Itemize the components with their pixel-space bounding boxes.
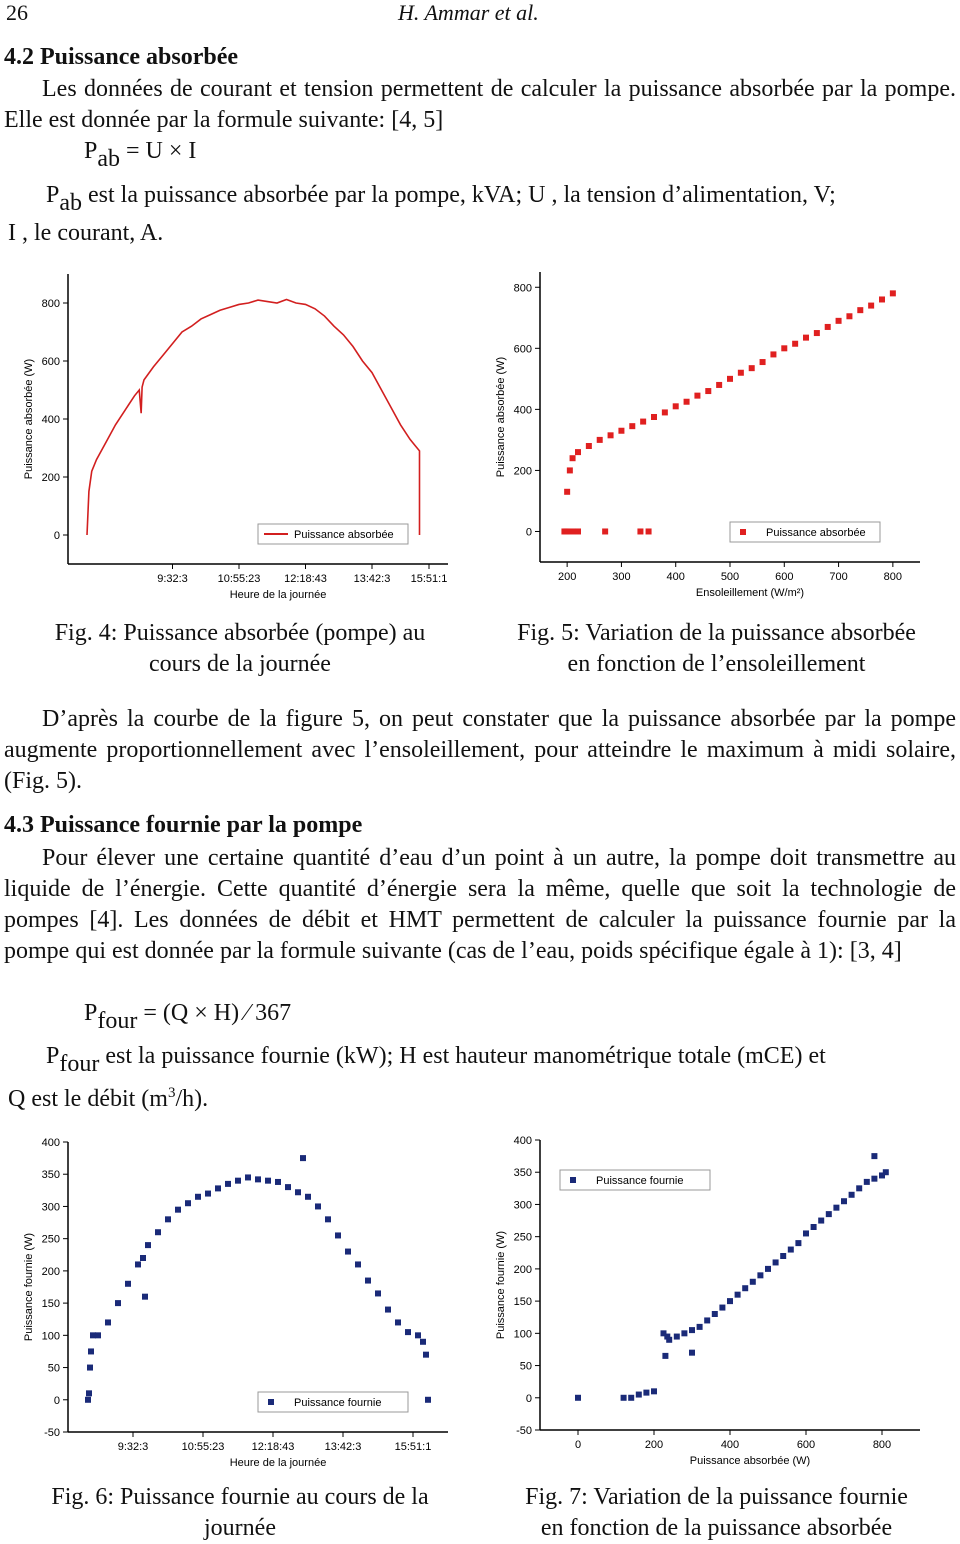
data-point <box>355 1261 361 1267</box>
data-point <box>818 1218 824 1224</box>
y-tick-label: 250 <box>41 1233 60 1246</box>
fig5-caption <box>484 618 949 680</box>
y-axis-label: Puissance absorbée (W) <box>23 358 35 480</box>
data-point <box>727 376 733 382</box>
formula-lhs: P <box>84 138 98 164</box>
x-tick-label: 800 <box>872 1439 892 1451</box>
data-point <box>689 1350 695 1356</box>
data-point <box>833 1205 839 1211</box>
y-tick-label: 50 <box>519 1360 532 1373</box>
y-tick-label: 300 <box>41 1201 60 1214</box>
data-point <box>423 1352 429 1358</box>
fig6-caption-line1: Fig. 6: Puissance fournie au cours de la <box>51 1484 429 1510</box>
fig4-caption-line1: Fig. 4: Puissance absorbée (pompe) au <box>54 620 426 646</box>
data-point <box>115 1300 121 1306</box>
data-point <box>757 1272 763 1278</box>
data-point <box>879 296 885 302</box>
data-point <box>780 1253 786 1259</box>
data-point <box>770 351 776 357</box>
data-point <box>602 528 608 534</box>
data-point <box>814 330 820 336</box>
data-point <box>621 1395 627 1401</box>
data-point <box>727 1298 733 1304</box>
data-point <box>841 1198 847 1204</box>
data-point <box>856 1185 862 1191</box>
fig6-caption-line2: journée <box>204 1515 276 1541</box>
fig4-chart <box>18 268 458 608</box>
data-point <box>335 1232 341 1238</box>
data-point <box>868 303 874 309</box>
data-point <box>135 1261 141 1267</box>
data-point <box>640 419 646 425</box>
y-tick-label: 100 <box>513 1328 532 1341</box>
y-tick-label: 400 <box>513 1135 532 1147</box>
data-point <box>836 318 842 324</box>
data-point <box>697 1324 703 1330</box>
x-axis-label: Heure de la journée <box>229 1457 327 1469</box>
fig5-caption-line1: Fig. 5: Variation de la puissance absorbée <box>517 620 916 646</box>
fig7-caption-line1: Fig. 7: Variation de la puissance fournie <box>525 1484 908 1510</box>
data-point <box>205 1191 211 1197</box>
symbol-p-sub: four <box>59 1051 100 1077</box>
data-point <box>255 1176 261 1182</box>
x-tick-label: 400 <box>720 1439 740 1451</box>
x-tick-label: 500 <box>720 571 740 583</box>
data-point <box>662 409 668 415</box>
data-point <box>788 1247 794 1253</box>
x-tick-label: 10:55:23 <box>181 1441 225 1453</box>
fig7-caption-line2: en fonction de la puissance absorbée <box>540 1515 893 1541</box>
data-point <box>325 1216 331 1222</box>
series-line <box>87 300 420 535</box>
x-tick-label: 600 <box>796 1439 816 1451</box>
formula-lhs: P <box>84 1000 98 1026</box>
data-point <box>738 370 744 376</box>
data-point <box>651 1388 657 1394</box>
data-point <box>871 1153 877 1159</box>
data-point <box>586 443 592 449</box>
data-point <box>375 1290 381 1296</box>
legend-label: Puissance fournie <box>596 1175 684 1187</box>
x-tick-label: 9:32:3 <box>117 1441 149 1453</box>
data-point <box>215 1185 221 1191</box>
x-tick-label: 12:18:43 <box>251 1441 295 1453</box>
legend-label: Puissance fournie <box>294 1397 382 1409</box>
x-tick-label: 600 <box>775 571 794 583</box>
data-point <box>704 1317 710 1323</box>
data-point <box>385 1307 391 1313</box>
y-tick-label: 200 <box>41 472 60 484</box>
y-tick-label: 350 <box>513 1167 532 1180</box>
data-point <box>803 335 809 341</box>
x-axis-label: Puissance absorbée (W) <box>689 1455 811 1467</box>
x-axis-label: Heure de la journée <box>229 589 327 601</box>
fig5-caption-line2: en fonction de l’ensoleillement <box>567 651 866 677</box>
y-tick-label: 400 <box>513 404 532 417</box>
flow-definition: Q est le débit (m <box>8 1086 168 1112</box>
definitions-line-2: I , le courant, A. <box>8 220 164 246</box>
data-point <box>87 1365 93 1371</box>
data-point <box>564 489 570 495</box>
fig4-caption <box>10 618 470 680</box>
data-point <box>425 1397 431 1403</box>
data-point <box>716 382 722 388</box>
data-point <box>300 1155 306 1161</box>
x-tick-label: 13:42:3 <box>324 1441 362 1453</box>
y-axis-label: Puissance absorbée (W) <box>495 356 507 478</box>
data-point <box>735 1292 741 1298</box>
symbol-p-sub: ab <box>59 190 83 216</box>
data-point <box>689 1327 695 1333</box>
data-point <box>846 313 852 319</box>
formula-pfour <box>84 1000 291 1035</box>
data-point <box>86 1390 92 1396</box>
formula-pab <box>84 138 196 173</box>
y-tick-label: 0 <box>53 530 60 542</box>
data-point <box>636 1392 642 1398</box>
y-tick-label: 600 <box>513 343 532 356</box>
data-point <box>420 1339 426 1345</box>
data-point <box>235 1178 241 1184</box>
data-point <box>155 1229 161 1235</box>
x-tick-label: 9:32:3 <box>157 573 188 585</box>
flow-definition-end: /h). <box>175 1086 209 1112</box>
data-point <box>742 1285 748 1291</box>
data-point <box>570 528 576 534</box>
x-tick-label: 15:51:1 <box>410 573 448 585</box>
y-tick-label: 50 <box>47 1362 60 1375</box>
x-tick-label: 400 <box>666 571 685 583</box>
definition-text: est la puissance absorbée par la pompe, kVA; U , la tension d’alimentation, V; <box>88 182 836 208</box>
data-point <box>105 1319 111 1325</box>
fig7-caption <box>484 1482 949 1544</box>
data-point <box>674 1334 680 1340</box>
cube-superscript: 3 <box>167 1085 176 1101</box>
data-point <box>415 1332 421 1338</box>
data-point <box>666 1337 672 1343</box>
y-tick-label: 100 <box>41 1330 60 1343</box>
data-point <box>195 1194 201 1200</box>
data-point <box>890 290 896 296</box>
section-4-2-paragraph: Les données de courant et tension permettent de calculer la puissance absorbée par la pompe. Elle est donnée par la formule suivante: [4, 5] <box>4 76 956 133</box>
x-tick-label: 0 <box>574 1439 582 1451</box>
data-point <box>750 1279 756 1285</box>
y-tick-label: 300 <box>513 1199 532 1212</box>
data-point <box>646 528 652 534</box>
data-point <box>760 359 766 365</box>
x-tick-label: 13:42:3 <box>353 573 391 585</box>
data-point <box>145 1242 151 1248</box>
y-tick-label: 0 <box>525 1392 532 1405</box>
data-point <box>749 365 755 371</box>
data-point <box>618 428 624 434</box>
definitions-line-3 <box>46 1041 826 1080</box>
y-tick-label: 800 <box>513 282 532 295</box>
data-point <box>803 1230 809 1236</box>
x-axis-label: Ensoleillement (W/m²) <box>695 587 805 599</box>
data-point <box>265 1178 271 1184</box>
y-tick-label: 600 <box>41 356 60 368</box>
definitions-line-4 <box>8 1078 208 1115</box>
data-point <box>295 1189 301 1195</box>
section-4-3-paragraph: Pour élever une certaine quantité d’eau d’un point à un autre, la pompe doit transmettre au liquide de l’énergie. Cette quantité d’énergie sera la même, quelle que soit la technologie de pompes [4]. Les données de débit et HMT permettent de calculer la puissance fournie par la pompe qui est donnée par la formule suivante (cas de l’eau, poids spécifique égale à 1): [3, 4] <box>4 845 956 964</box>
symbol-p: P <box>46 1043 60 1069</box>
y-axis-label: Puissance fournie (W) <box>495 1230 507 1340</box>
data-point <box>662 1353 668 1359</box>
data-point <box>694 393 700 399</box>
data-point <box>712 1311 718 1317</box>
data-point <box>719 1305 725 1311</box>
formula-lhs-sub: ab <box>97 146 121 172</box>
data-point <box>575 449 581 455</box>
data-point <box>883 1169 889 1175</box>
legend-swatch <box>268 1399 274 1405</box>
section-title-4-2: 4.2 Puissance absorbée <box>4 44 238 70</box>
fig6-caption <box>10 1482 470 1544</box>
y-tick-label: 0 <box>53 1394 60 1407</box>
y-tick-label: 400 <box>41 1137 60 1149</box>
x-tick-label: 10:55:23 <box>217 573 261 585</box>
definitions-line-1 <box>46 180 836 219</box>
data-point <box>175 1207 181 1213</box>
y-tick-label: 150 <box>41 1298 60 1311</box>
formula-lhs-sub: four <box>97 1008 138 1034</box>
data-point <box>792 341 798 347</box>
symbol-p: P <box>46 182 60 208</box>
y-tick-label: -50 <box>516 1425 532 1437</box>
data-point <box>85 1397 91 1403</box>
data-point <box>564 528 570 534</box>
data-point <box>705 388 711 394</box>
x-tick-label: 300 <box>612 571 631 583</box>
discussion-paragraph: D’après la courbe de la figure 5, on peut constater que la puissance absorbée par la pompe augmente proportionnellement avec l’ensoleillement, pour atteindre le maximum à midi solaire, (Fig. 5). <box>4 706 956 794</box>
data-point <box>628 1395 634 1401</box>
x-tick-label: 700 <box>829 571 848 583</box>
data-point <box>781 345 787 351</box>
data-point <box>395 1319 401 1325</box>
data-point <box>125 1281 131 1287</box>
data-point <box>285 1184 291 1190</box>
data-point <box>651 414 657 420</box>
data-point <box>140 1255 146 1261</box>
data-point <box>88 1348 94 1354</box>
data-point <box>305 1194 311 1200</box>
data-point <box>849 1192 855 1198</box>
x-tick-label: 200 <box>644 1439 664 1451</box>
x-tick-label: 15:51:1 <box>394 1441 432 1453</box>
fig4-caption-line2: cours de la journée <box>149 651 331 677</box>
formula-rhs: = U × I <box>126 138 197 164</box>
running-header-authors: H. Ammar et al. <box>398 0 539 25</box>
data-point <box>608 432 614 438</box>
legend-swatch <box>570 1177 576 1183</box>
y-tick-label: 0 <box>525 526 532 539</box>
data-point <box>165 1216 171 1222</box>
data-point <box>597 437 603 443</box>
x-tick-label: 800 <box>883 571 903 583</box>
y-tick-label: 250 <box>513 1231 532 1244</box>
data-point <box>871 1176 877 1182</box>
fig7-chart <box>490 1134 930 1474</box>
y-tick-label: 800 <box>41 298 60 310</box>
data-point <box>765 1266 771 1272</box>
y-tick-label: 400 <box>41 414 60 426</box>
data-point <box>570 455 576 461</box>
y-tick-label: 150 <box>513 1296 532 1309</box>
data-point <box>773 1259 779 1265</box>
data-point <box>405 1329 411 1335</box>
y-tick-label: 200 <box>41 1265 60 1278</box>
data-point <box>275 1179 281 1185</box>
data-point <box>142 1294 148 1300</box>
page-number: 26 <box>6 0 28 25</box>
data-point <box>811 1224 817 1230</box>
data-point <box>365 1278 371 1284</box>
y-tick-label: -50 <box>44 1427 60 1439</box>
data-point <box>643 1390 649 1396</box>
data-point <box>864 1179 870 1185</box>
data-point <box>575 528 581 534</box>
data-point <box>567 467 573 473</box>
y-tick-label: 200 <box>513 1263 532 1276</box>
definition-text: est la puissance fournie (kW); H est hauteur manométrique totale (mCE) et <box>105 1043 826 1069</box>
data-point <box>345 1249 351 1255</box>
section-title-4-3: 4.3 Puissance fournie par la pompe <box>4 812 363 838</box>
data-point <box>673 403 679 409</box>
formula-rhs: = (Q × H) ⁄ 367 <box>143 1000 292 1026</box>
data-point <box>245 1174 251 1180</box>
y-tick-label: 200 <box>513 465 532 478</box>
legend-label: Puissance absorbée <box>766 527 866 539</box>
data-point <box>684 399 690 405</box>
data-point <box>575 1395 581 1401</box>
data-point <box>629 423 635 429</box>
data-point <box>826 1211 832 1217</box>
data-point <box>857 307 863 313</box>
data-point <box>95 1332 101 1338</box>
x-tick-label: 200 <box>557 571 577 583</box>
y-tick-label: 350 <box>41 1169 60 1182</box>
fig5-chart <box>490 266 930 606</box>
data-point <box>795 1240 801 1246</box>
y-axis-label: Puissance fournie (W) <box>23 1232 35 1342</box>
data-point <box>315 1203 321 1209</box>
legend-label: Puissance absorbée <box>294 529 394 541</box>
fig6-chart <box>18 1136 458 1476</box>
x-tick-label: 12:18:43 <box>284 573 327 585</box>
data-point <box>225 1181 231 1187</box>
data-point <box>681 1330 687 1336</box>
data-point <box>637 528 643 534</box>
data-point <box>825 324 831 330</box>
data-point <box>185 1200 191 1206</box>
legend-swatch <box>740 529 746 535</box>
